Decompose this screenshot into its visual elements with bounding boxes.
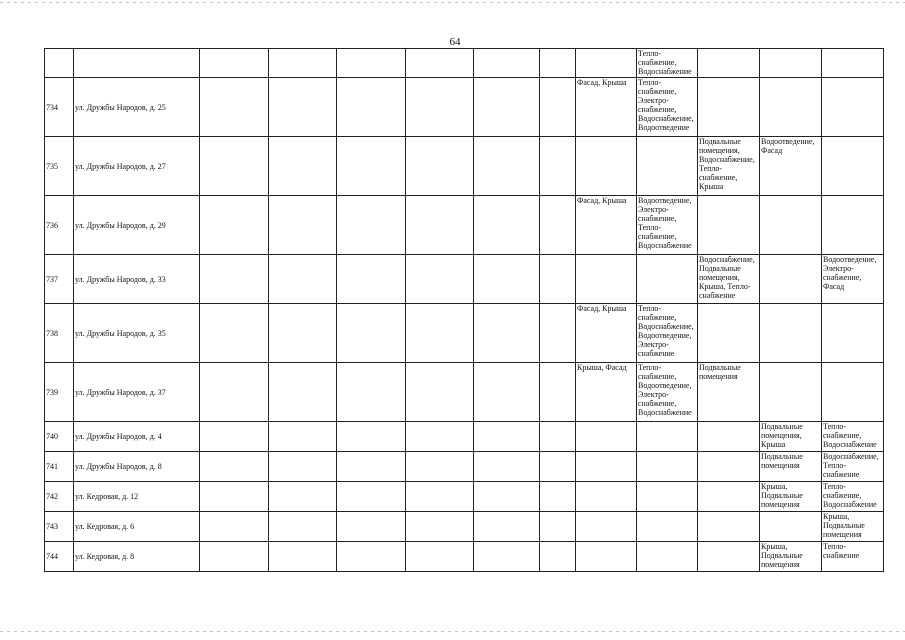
address-cell (74, 482, 200, 512)
work-type-cell (269, 542, 337, 572)
work-type-cell (406, 482, 474, 512)
address-cell (74, 422, 200, 452)
row-number-cell (45, 49, 74, 78)
work-type-cell (698, 512, 760, 542)
work-type-cell (540, 482, 576, 512)
work-type-cell (269, 422, 337, 452)
work-type-cell (337, 78, 406, 137)
work-type-cell (637, 49, 698, 78)
cell-text: Тепло- снабжение, Водоснабжение (823, 422, 877, 449)
work-type-cell (822, 422, 884, 452)
work-type-cell (540, 422, 576, 452)
cell-text: ул. Дружбы Народов, д. 29 (75, 220, 166, 230)
work-type-cell (269, 49, 337, 78)
page-number: 64 (449, 36, 461, 48)
cell-text: Водоснабжение, Подвальные помещения, Крыша, Тепло- снабжение (699, 255, 755, 300)
work-type-cell (406, 422, 474, 452)
work-type-cell (406, 255, 474, 304)
work-type-cell (337, 422, 406, 452)
work-type-cell (698, 196, 760, 255)
work-type-cell (337, 137, 406, 196)
cell-text: 744 (46, 552, 58, 561)
row-number-cell (45, 78, 74, 137)
cell-text: Фасад, Крыша (577, 196, 627, 205)
cell-text: 741 (46, 462, 58, 471)
work-type-cell (822, 49, 884, 78)
work-type-cell (474, 482, 540, 512)
work-type-cell (474, 255, 540, 304)
work-type-cell (637, 304, 698, 363)
row-number-cell (45, 255, 74, 304)
work-type-cell (406, 542, 474, 572)
work-type-cell (760, 452, 822, 482)
cell-text: 738 (46, 328, 58, 338)
work-type-cell (406, 196, 474, 255)
table-row (45, 304, 884, 363)
address-cell (74, 512, 200, 542)
work-type-cell (337, 255, 406, 304)
work-type-cell (474, 78, 540, 137)
work-type-cell (760, 482, 822, 512)
cell-text: Тепло- снабжение, Водоснабжение (638, 49, 692, 76)
work-type-cell (200, 363, 269, 422)
work-type-cell (200, 49, 269, 78)
row-number-cell (45, 304, 74, 363)
work-type-cell (698, 363, 760, 422)
work-type-cell (269, 452, 337, 482)
work-type-cell (822, 363, 884, 422)
work-type-cell (760, 255, 822, 304)
work-type-cell (760, 363, 822, 422)
cell-text: 739 (46, 387, 58, 397)
address-cell (74, 137, 200, 196)
table-row (45, 512, 884, 542)
cell-text: Крыша, Подвальные помещения (823, 512, 865, 539)
work-type-cell (540, 196, 576, 255)
work-type-cell (406, 78, 474, 137)
work-type-cell (637, 78, 698, 137)
work-type-cell (540, 452, 576, 482)
work-type-cell (337, 49, 406, 78)
work-type-cell (822, 512, 884, 542)
work-type-cell (269, 137, 337, 196)
cell-text: ул. Дружбы Народов, д. 37 (75, 387, 166, 397)
cell-text: Крыша, Подвальные помещения (761, 482, 803, 509)
work-type-cell (406, 363, 474, 422)
work-type-cell (822, 78, 884, 137)
work-type-cell (337, 452, 406, 482)
work-type-cell (474, 137, 540, 196)
work-type-cell (822, 542, 884, 572)
work-type-cell (576, 255, 637, 304)
work-type-cell (698, 255, 760, 304)
work-type-cell (200, 512, 269, 542)
cell-text: 734 (46, 102, 58, 112)
work-type-cell (637, 363, 698, 422)
work-type-cell (337, 482, 406, 512)
work-type-cell (637, 452, 698, 482)
address-cell (74, 49, 200, 78)
cell-text: Тепло- снабжение, Водоснабжение (823, 482, 877, 509)
cell-text: ул. Дружбы Народов, д. 8 (75, 462, 162, 471)
cell-text: Водоснабжение, Тепло- снабжение (823, 452, 879, 479)
work-type-cell (474, 452, 540, 482)
address-cell (74, 363, 200, 422)
cell-text: Подвальные помещения, Водоснабжение, Тепло- снабжение, Крыша (699, 137, 755, 191)
work-type-cell (406, 512, 474, 542)
table-body (45, 49, 884, 572)
work-type-cell (576, 422, 637, 452)
cell-text: Тепло- снабжение, Водоотведение, Электро- снабжение, Водоснабжение (638, 363, 692, 417)
work-type-cell (200, 422, 269, 452)
cell-text: 742 (46, 492, 58, 501)
work-type-cell (576, 78, 637, 137)
work-type-cell (760, 304, 822, 363)
work-type-cell (822, 304, 884, 363)
table-row (45, 78, 884, 137)
work-type-cell (698, 49, 760, 78)
cell-text: Фасад, Крыша (577, 304, 627, 313)
address-cell (74, 452, 200, 482)
table-row (45, 542, 884, 572)
work-type-cell (200, 255, 269, 304)
table-row (45, 452, 884, 482)
address-cell (74, 196, 200, 255)
work-type-cell (698, 542, 760, 572)
work-type-cell (576, 137, 637, 196)
cell-text: 740 (46, 432, 58, 441)
work-type-cell (760, 542, 822, 572)
work-type-cell (822, 196, 884, 255)
work-type-cell (474, 363, 540, 422)
cell-text: Тепло- снабжение, Водоснабжение, Водоотведение, Электро- снабжение (638, 304, 694, 358)
table-row (45, 363, 884, 422)
cell-text: Подвальные помещения (761, 452, 803, 470)
row-number-cell (45, 452, 74, 482)
address-cell (74, 542, 200, 572)
work-type-cell (269, 304, 337, 363)
cell-text: ул. Дружбы Народов, д. 33 (75, 274, 166, 284)
work-type-cell (540, 49, 576, 78)
row-number-cell (45, 482, 74, 512)
cell-text: Тепло- снабжение, Электро- снабжение, Водоснабжение, Водоотведение (638, 78, 694, 132)
work-type-cell (822, 452, 884, 482)
row-number-cell (45, 363, 74, 422)
work-type-cell (637, 196, 698, 255)
work-type-cell (760, 196, 822, 255)
cell-text: Крыша, Подвальные помещения (761, 542, 803, 569)
work-type-cell (474, 512, 540, 542)
cell-text: 743 (46, 522, 58, 531)
work-type-cell (540, 512, 576, 542)
cell-text: ул. Кедровая, д. 8 (75, 552, 135, 561)
work-type-cell (474, 304, 540, 363)
work-type-cell (576, 512, 637, 542)
work-type-cell (474, 196, 540, 255)
work-type-cell (637, 137, 698, 196)
cell-text: 737 (46, 274, 58, 284)
work-type-cell (269, 78, 337, 137)
work-type-cell (406, 137, 474, 196)
work-type-cell (200, 304, 269, 363)
work-type-cell (698, 78, 760, 137)
work-type-cell (698, 137, 760, 196)
work-type-cell (406, 49, 474, 78)
work-type-cell (540, 304, 576, 363)
cell-text: 736 (46, 220, 58, 230)
work-type-cell (760, 137, 822, 196)
work-type-cell (406, 304, 474, 363)
cell-text: Подвальные помещения, Крыша (761, 422, 803, 449)
cell-text: ул. Дружбы Народов, д. 4 (75, 432, 162, 441)
cell-text: Водоотведение, Электро- снабжение, Фасад (823, 255, 877, 291)
work-type-cell (200, 196, 269, 255)
work-type-cell (540, 137, 576, 196)
work-type-cell (698, 482, 760, 512)
table-row (45, 482, 884, 512)
work-type-cell (698, 422, 760, 452)
work-type-cell (576, 363, 637, 422)
work-type-cell (269, 482, 337, 512)
row-number-cell (45, 542, 74, 572)
row-number-cell (45, 196, 74, 255)
cell-text: ул. Кедровая, д. 6 (75, 522, 135, 531)
work-type-cell (637, 422, 698, 452)
work-type-cell (337, 542, 406, 572)
work-type-cell (200, 482, 269, 512)
work-type-cell (576, 304, 637, 363)
work-type-cell (637, 255, 698, 304)
work-type-cell (576, 542, 637, 572)
work-type-cell (269, 363, 337, 422)
work-type-cell (760, 422, 822, 452)
work-type-cell (269, 196, 337, 255)
cell-text: Крыша, Фасад (577, 363, 627, 372)
work-type-cell (822, 482, 884, 512)
work-type-cell (337, 304, 406, 363)
work-type-cell (269, 255, 337, 304)
cell-text: ул. Дружбы Народов, д. 35 (75, 328, 166, 338)
work-type-cell (760, 512, 822, 542)
work-type-cell (540, 363, 576, 422)
work-type-cell (760, 49, 822, 78)
work-type-cell (576, 452, 637, 482)
cell-text: 735 (46, 161, 58, 171)
work-type-cell (822, 137, 884, 196)
work-type-cell (698, 304, 760, 363)
table-row (45, 137, 884, 196)
work-type-cell (200, 542, 269, 572)
work-type-cell (200, 137, 269, 196)
work-type-cell (637, 482, 698, 512)
work-type-cell (337, 196, 406, 255)
work-type-cell (337, 512, 406, 542)
work-type-cell (474, 49, 540, 78)
table-row (45, 196, 884, 255)
work-type-cell (540, 78, 576, 137)
work-type-cell (637, 512, 698, 542)
work-type-cell (576, 196, 637, 255)
work-type-cell (337, 363, 406, 422)
scan-edge-bottom (0, 631, 905, 632)
row-number-cell (45, 512, 74, 542)
address-cell (74, 304, 200, 363)
row-number-cell (45, 422, 74, 452)
address-cell (74, 78, 200, 137)
work-type-cell (698, 452, 760, 482)
cell-text: Фасад, Крыша (577, 78, 627, 87)
work-type-cell (540, 255, 576, 304)
work-type-cell (474, 542, 540, 572)
cell-text: Подвальные помещения (699, 363, 741, 381)
work-type-cell (540, 542, 576, 572)
repair-schedule-table (44, 48, 884, 572)
table-row (45, 255, 884, 304)
work-type-cell (576, 49, 637, 78)
table-row (45, 49, 884, 78)
work-type-cell (269, 512, 337, 542)
work-type-cell (474, 422, 540, 452)
cell-text: Водоотведение, Электро- снабжение, Тепло- снабжение, Водоснабжение (638, 196, 692, 250)
work-type-cell (637, 542, 698, 572)
work-type-cell (760, 78, 822, 137)
work-type-cell (406, 452, 474, 482)
cell-text: ул. Дружбы Народов, д. 25 (75, 102, 166, 112)
work-type-cell (822, 255, 884, 304)
address-cell (74, 255, 200, 304)
scan-edge-top (0, 2, 905, 3)
cell-text: ул. Дружбы Народов, д. 27 (75, 161, 166, 171)
work-type-cell (200, 78, 269, 137)
work-type-cell (576, 482, 637, 512)
work-type-cell (200, 452, 269, 482)
cell-text: ул. Кедровая, д. 12 (75, 492, 139, 501)
row-number-cell (45, 137, 74, 196)
cell-text: Водоотведение, Фасад (761, 137, 815, 155)
cell-text: Тепло- снабжение (823, 542, 860, 560)
table-row (45, 422, 884, 452)
